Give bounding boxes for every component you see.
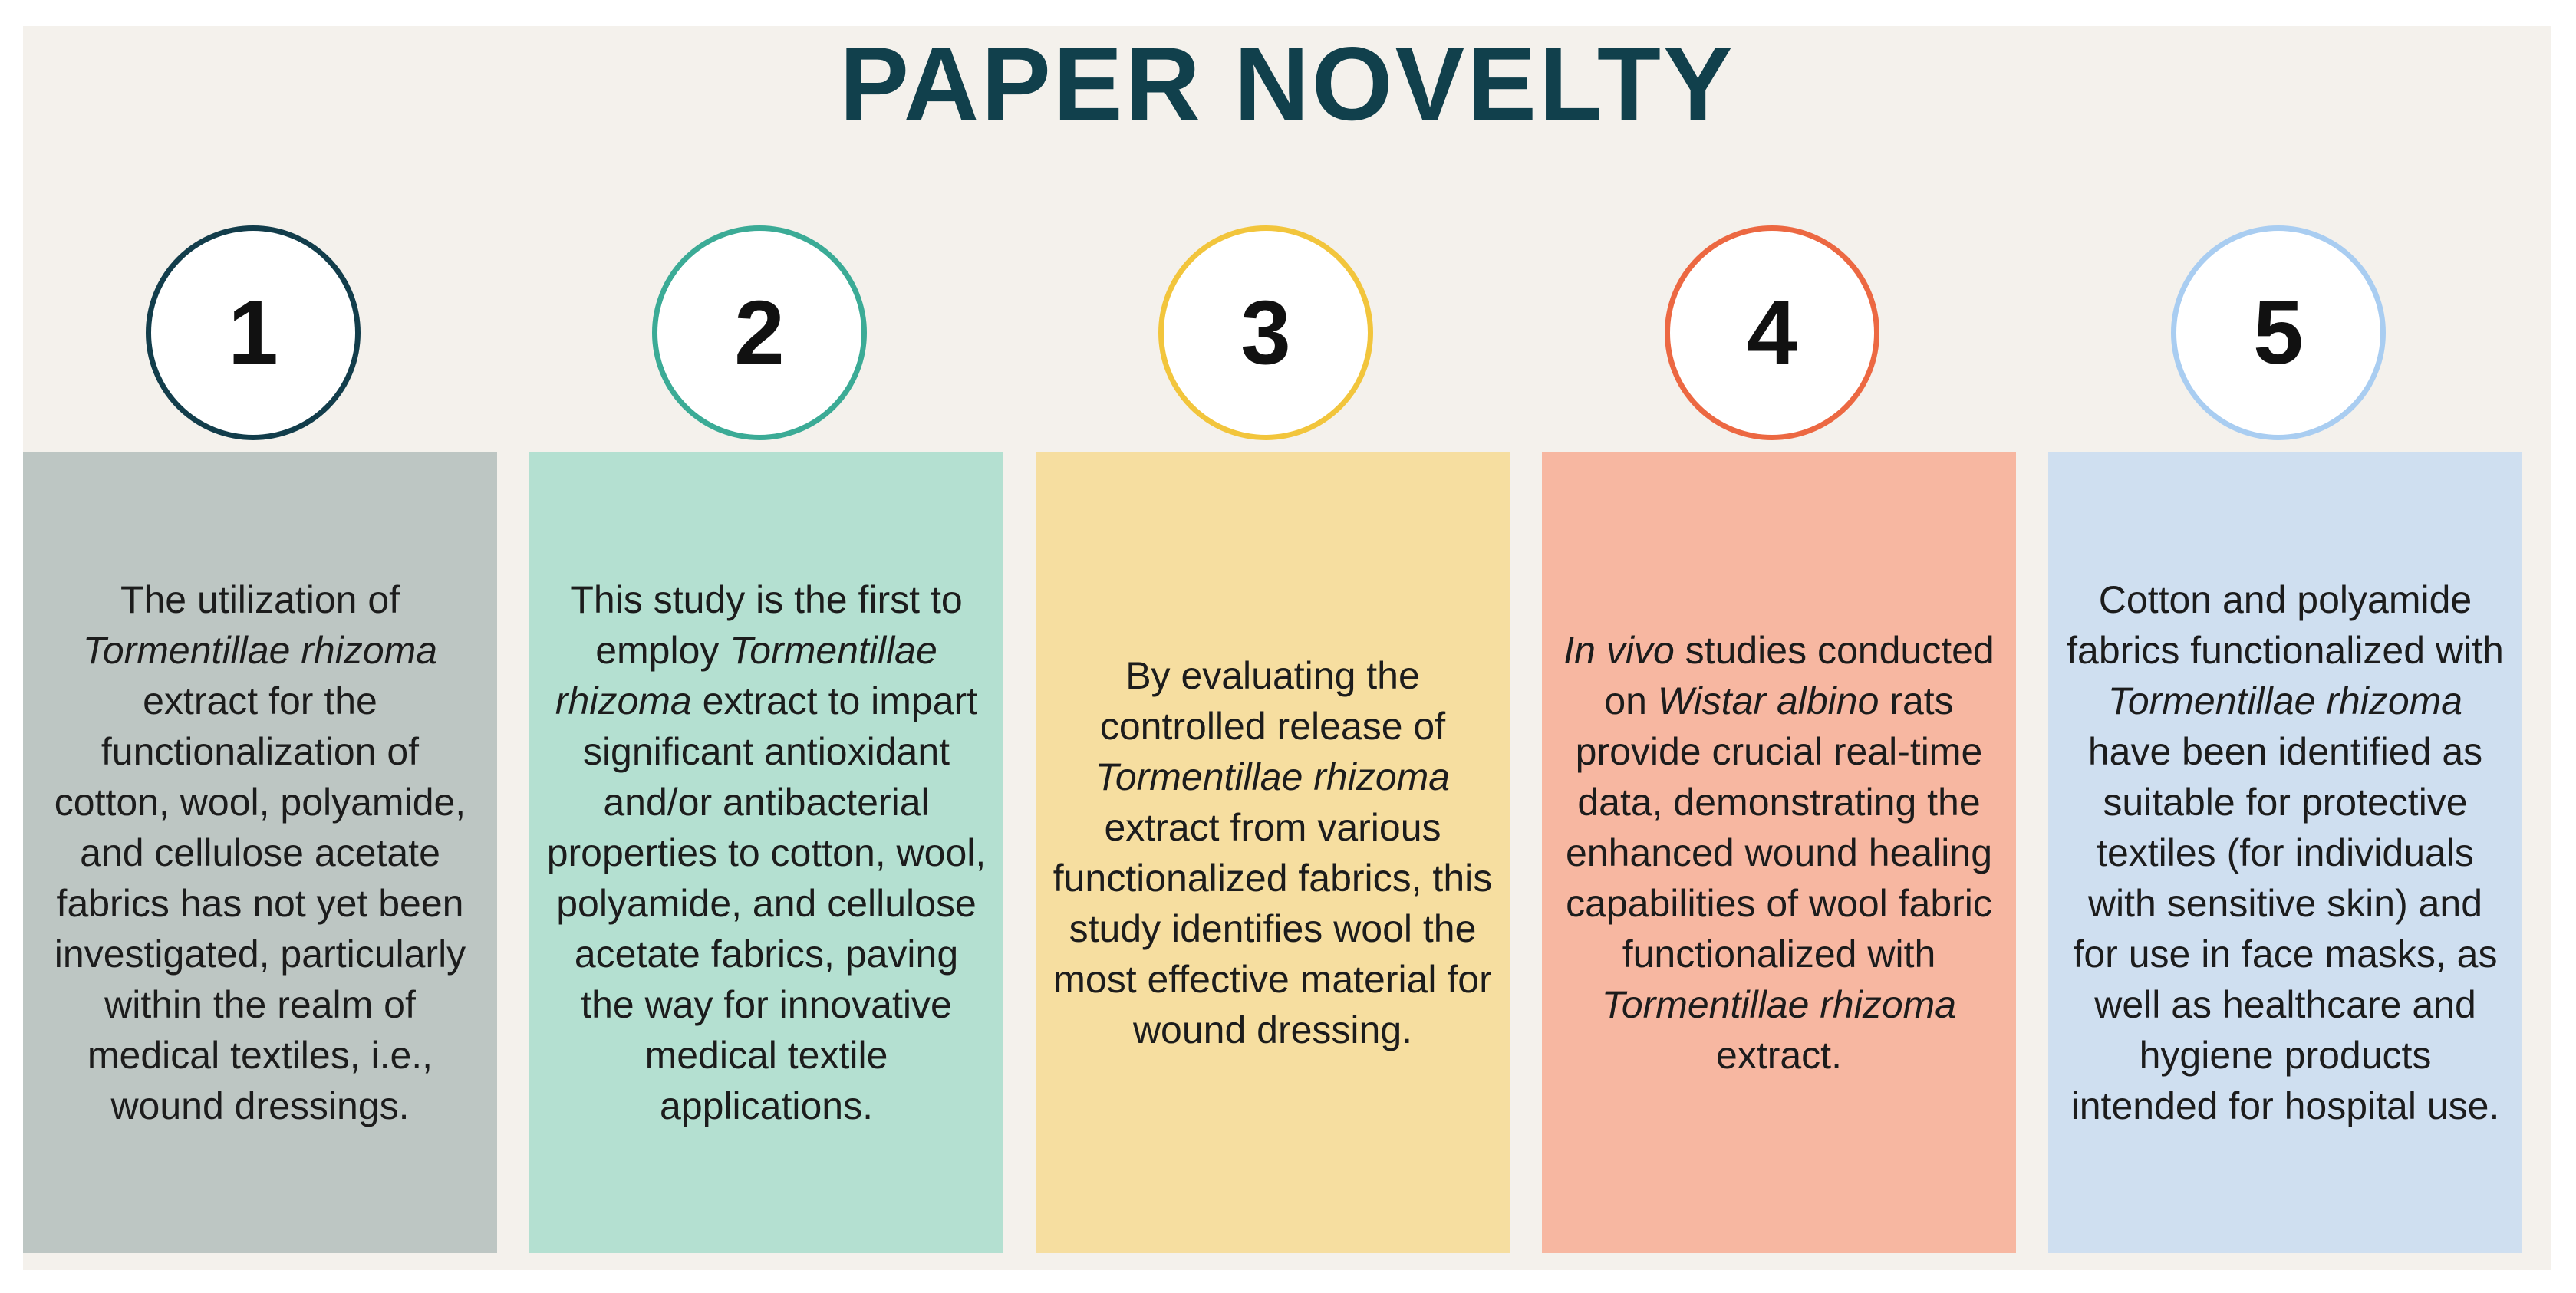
novelty-box [1036, 452, 1510, 1253]
novelty-text: Cotton and polyamide fabrics functionalized with Tormentillae rhizoma have been identified as suitable for protective textiles (for individuals with sensitive skin) and for use in face masks, as well as healthcare and hygiene products intended for hospital use. [2067, 578, 2504, 1127]
page-title: PAPER NOVELTY [839, 25, 1735, 142]
novelty-box [2048, 452, 2522, 1253]
number-circle: 5 [2171, 225, 2386, 440]
novelty-column-1 [23, 26, 497, 1253]
novelty-box [529, 452, 1003, 1253]
novelty-column-5 [2048, 26, 2522, 1253]
number-circle: 3 [1158, 225, 1373, 440]
novelty-text: The utilization of Tormentillae rhizoma extract for the functionalization of cotton, wool, polyamide, and cellulose acetate fabrics has not yet been investigated, particularly within the realm of medical textiles, i.e., wound dressings. [54, 578, 466, 1127]
novelty-text: By evaluating the controlled release of Tormentillae rhizoma extract from various functionalized fabrics, this study identifies wool the most effective material for wound dressing. [1052, 654, 1493, 1051]
novelty-column-4 [1542, 26, 2016, 1253]
novelty-box [1542, 452, 2016, 1253]
novelty-text: This study is the first to employ Tormentillae rhizoma extract to impart significant antioxidant and/or antibacterial properties to cotton, wool, polyamide, and cellulose acetate fabrics, paving the way for innovative medical textile applications. [546, 578, 987, 1127]
novelty-column-2 [529, 26, 1003, 1253]
novelty-box [23, 452, 497, 1253]
number-circle: 1 [146, 225, 361, 440]
number-circle: 2 [652, 225, 867, 440]
novelty-column-3 [1036, 26, 1510, 1253]
novelty-text: In vivo studies conducted on Wistar albino rats provide crucial real-time data, demonstrating the enhanced wound healing capabilities of wool fabric functionalized with Tormentillae rhizoma extract. [1563, 629, 1995, 1077]
infographic-canvas [23, 26, 2551, 1270]
number-circle: 4 [1665, 225, 1879, 440]
